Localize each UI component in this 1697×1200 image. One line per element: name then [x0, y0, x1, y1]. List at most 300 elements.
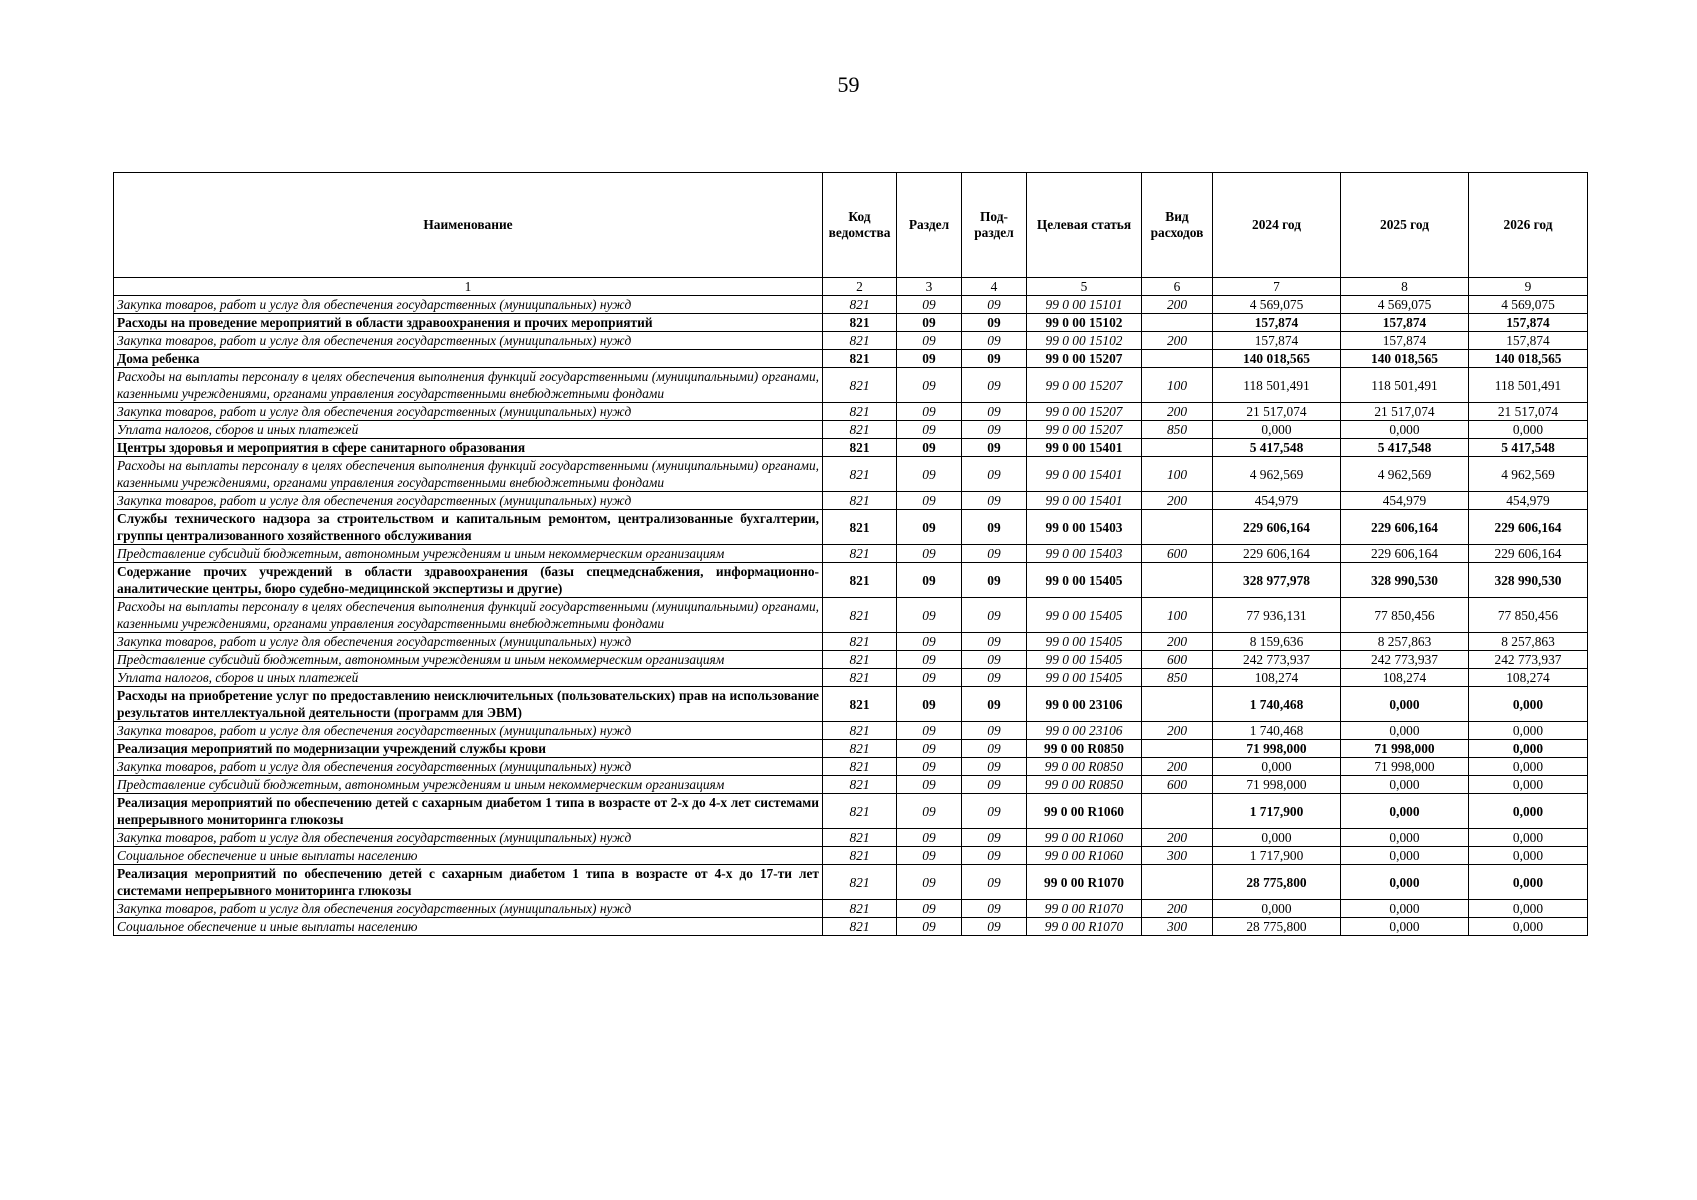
row-expense-type: 200: [1142, 492, 1213, 510]
row-amount-2024: 4 569,075: [1213, 296, 1341, 314]
table-section-row: [114, 314, 1588, 332]
row-dept-code: 821: [823, 687, 897, 722]
table-row: [114, 847, 1588, 865]
row-expense-type: 200: [1142, 758, 1213, 776]
row-amount-2024: 28 775,800: [1213, 918, 1341, 936]
row-expense-type: [1142, 865, 1213, 900]
row-dept-code: 821: [823, 847, 897, 865]
row-amount-2025: 5 417,548: [1341, 439, 1469, 457]
row-amount-2026: 21 517,074: [1469, 403, 1588, 421]
row-subsection: 09: [962, 296, 1027, 314]
row-target-article: 99 0 00 15403: [1027, 510, 1142, 545]
row-subsection: 09: [962, 687, 1027, 722]
row-target-article: 99 0 00 15207: [1027, 350, 1142, 368]
row-amount-2025: 0,000: [1341, 794, 1469, 829]
row-name: Расходы на выплаты персоналу в целях обеспечения выполнения функций государственными (муниципальными) органами, казенными учреждениями, органами управления государственными внебюджетными фондами: [114, 598, 823, 633]
row-amount-2026: 8 257,863: [1469, 633, 1588, 651]
row-section: 09: [897, 669, 962, 687]
row-section: 09: [897, 598, 962, 633]
table-section-row: [114, 563, 1588, 598]
row-target-article: 99 0 00 15101: [1027, 296, 1142, 314]
row-amount-2024: 0,000: [1213, 900, 1341, 918]
row-subsection: 09: [962, 669, 1027, 687]
row-name: Уплата налогов, сборов и иных платежей: [114, 421, 823, 439]
column-number: 3: [897, 278, 962, 296]
row-name: Социальное обеспечение и иные выплаты населению: [114, 847, 823, 865]
row-expense-type: 100: [1142, 368, 1213, 403]
row-target-article: 99 0 00 R0850: [1027, 776, 1142, 794]
row-amount-2024: 0,000: [1213, 829, 1341, 847]
row-amount-2025: 0,000: [1341, 776, 1469, 794]
row-dept-code: 821: [823, 669, 897, 687]
row-expense-type: 200: [1142, 829, 1213, 847]
row-amount-2024: 4 962,569: [1213, 457, 1341, 492]
row-subsection: 09: [962, 794, 1027, 829]
row-expense-type: 300: [1142, 918, 1213, 936]
row-name: Социальное обеспечение и иные выплаты населению: [114, 918, 823, 936]
header-subsection: Под-раздел: [962, 173, 1027, 278]
row-amount-2026: 242 773,937: [1469, 651, 1588, 669]
header-section: Раздел: [897, 173, 962, 278]
row-name: Представление субсидий бюджетным, автономным учреждениям и иным некоммерческим организациям: [114, 776, 823, 794]
row-section: 09: [897, 776, 962, 794]
row-amount-2024: 71 998,000: [1213, 776, 1341, 794]
row-amount-2024: 157,874: [1213, 314, 1341, 332]
row-amount-2026: 229 606,164: [1469, 510, 1588, 545]
table-row: [114, 900, 1588, 918]
row-amount-2025: 0,000: [1341, 900, 1469, 918]
row-amount-2026: 157,874: [1469, 314, 1588, 332]
column-number-row: [114, 278, 1588, 296]
row-target-article: 99 0 00 R0850: [1027, 740, 1142, 758]
table-section-row: [114, 350, 1588, 368]
row-expense-type: 200: [1142, 900, 1213, 918]
row-expense-type: 300: [1142, 847, 1213, 865]
row-section: 09: [897, 847, 962, 865]
table-section-row: [114, 510, 1588, 545]
row-subsection: 09: [962, 651, 1027, 669]
row-section: 09: [897, 651, 962, 669]
table-row: [114, 403, 1588, 421]
row-target-article: 99 0 00 R1060: [1027, 829, 1142, 847]
row-expense-type: [1142, 314, 1213, 332]
table-row: [114, 669, 1588, 687]
row-name: Дома ребенка: [114, 350, 823, 368]
row-amount-2026: 0,000: [1469, 847, 1588, 865]
row-amount-2024: 5 417,548: [1213, 439, 1341, 457]
row-dept-code: 821: [823, 633, 897, 651]
column-number: 9: [1469, 278, 1588, 296]
row-amount-2024: 1 717,900: [1213, 794, 1341, 829]
row-name: Расходы на выплаты персоналу в целях обеспечения выполнения функций государственными (муниципальными) органами, казенными учреждениями, органами управления государственными внебюджетными фондами: [114, 368, 823, 403]
table-row: [114, 545, 1588, 563]
row-section: 09: [897, 332, 962, 350]
row-name: Закупка товаров, работ и услуг для обеспечения государственных (муниципальных) нужд: [114, 829, 823, 847]
row-dept-code: 821: [823, 332, 897, 350]
row-name: Закупка товаров, работ и услуг для обеспечения государственных (муниципальных) нужд: [114, 722, 823, 740]
row-dept-code: 821: [823, 296, 897, 314]
row-name: Службы технического надзора за строительством и капитальным ремонтом, централизованные бухгалтерии, группы централизованного хозяйственного обслуживания: [114, 510, 823, 545]
row-subsection: 09: [962, 368, 1027, 403]
row-subsection: 09: [962, 633, 1027, 651]
row-dept-code: 821: [823, 403, 897, 421]
row-subsection: 09: [962, 847, 1027, 865]
row-target-article: 99 0 00 15405: [1027, 598, 1142, 633]
row-amount-2025: 328 990,530: [1341, 563, 1469, 598]
row-amount-2026: 157,874: [1469, 332, 1588, 350]
table-row: [114, 776, 1588, 794]
row-expense-type: 850: [1142, 421, 1213, 439]
row-amount-2025: 108,274: [1341, 669, 1469, 687]
row-name: Закупка товаров, работ и услуг для обеспечения государственных (муниципальных) нужд: [114, 332, 823, 350]
row-name: Закупка товаров, работ и услуг для обеспечения государственных (муниципальных) нужд: [114, 758, 823, 776]
row-amount-2024: 1 717,900: [1213, 847, 1341, 865]
table-section-row: [114, 439, 1588, 457]
row-expense-type: 200: [1142, 722, 1213, 740]
row-amount-2025: 8 257,863: [1341, 633, 1469, 651]
row-expense-type: [1142, 794, 1213, 829]
row-name: Представление субсидий бюджетным, автономным учреждениям и иным некоммерческим организациям: [114, 651, 823, 669]
row-expense-type: 100: [1142, 457, 1213, 492]
column-number: 5: [1027, 278, 1142, 296]
row-name: Расходы на приобретение услуг по предоставлению неисключительных (пользовательских) прав на использование результатов интеллектуальной деятельности (программ для ЭВМ): [114, 687, 823, 722]
row-dept-code: 821: [823, 563, 897, 598]
row-dept-code: 821: [823, 740, 897, 758]
row-subsection: 09: [962, 545, 1027, 563]
row-expense-type: 200: [1142, 296, 1213, 314]
row-section: 09: [897, 492, 962, 510]
row-amount-2024: 0,000: [1213, 421, 1341, 439]
row-amount-2025: 157,874: [1341, 314, 1469, 332]
table-section-row: [114, 740, 1588, 758]
row-name: Расходы на выплаты персоналу в целях обеспечения выполнения функций государственными (муниципальными) органами, казенными учреждениями, органами управления государственными внебюджетными фондами: [114, 457, 823, 492]
row-amount-2024: 28 775,800: [1213, 865, 1341, 900]
row-amount-2024: 242 773,937: [1213, 651, 1341, 669]
row-name: Закупка товаров, работ и услуг для обеспечения государственных (муниципальных) нужд: [114, 492, 823, 510]
row-dept-code: 821: [823, 545, 897, 563]
row-dept-code: 821: [823, 651, 897, 669]
row-subsection: 09: [962, 776, 1027, 794]
row-amount-2026: 4 962,569: [1469, 457, 1588, 492]
row-section: 09: [897, 829, 962, 847]
row-subsection: 09: [962, 421, 1027, 439]
row-section: 09: [897, 314, 962, 332]
row-name: Реализация мероприятий по обеспечению детей с сахарным диабетом 1 типа в возрасте от 2-х до 4-х лет системами непрерывного мониторинга глюкозы: [114, 794, 823, 829]
row-dept-code: 821: [823, 776, 897, 794]
row-subsection: 09: [962, 563, 1027, 598]
row-dept-code: 821: [823, 918, 897, 936]
row-amount-2025: 0,000: [1341, 847, 1469, 865]
row-target-article: 99 0 00 23106: [1027, 687, 1142, 722]
row-amount-2025: 0,000: [1341, 829, 1469, 847]
row-section: 09: [897, 740, 962, 758]
table-row: [114, 722, 1588, 740]
row-section: 09: [897, 563, 962, 598]
row-dept-code: 821: [823, 758, 897, 776]
row-target-article: 99 0 00 R1070: [1027, 900, 1142, 918]
row-name: Уплата налогов, сборов и иных платежей: [114, 669, 823, 687]
row-amount-2026: 229 606,164: [1469, 545, 1588, 563]
row-amount-2024: 229 606,164: [1213, 545, 1341, 563]
row-section: 09: [897, 865, 962, 900]
row-expense-type: 600: [1142, 545, 1213, 563]
column-number: 6: [1142, 278, 1213, 296]
row-amount-2025: 4 962,569: [1341, 457, 1469, 492]
table-row: [114, 651, 1588, 669]
row-amount-2026: 0,000: [1469, 829, 1588, 847]
row-dept-code: 821: [823, 368, 897, 403]
row-target-article: 99 0 00 15401: [1027, 492, 1142, 510]
row-amount-2026: 0,000: [1469, 900, 1588, 918]
header-year-2025: 2025 год: [1341, 173, 1469, 278]
table-row: [114, 829, 1588, 847]
row-target-article: 99 0 00 15401: [1027, 457, 1142, 492]
row-target-article: 99 0 00 15405: [1027, 563, 1142, 598]
row-target-article: 99 0 00 15207: [1027, 403, 1142, 421]
row-name: Закупка товаров, работ и услуг для обеспечения государственных (муниципальных) нужд: [114, 296, 823, 314]
row-amount-2026: 454,979: [1469, 492, 1588, 510]
row-amount-2026: 118 501,491: [1469, 368, 1588, 403]
row-amount-2025: 4 569,075: [1341, 296, 1469, 314]
row-section: 09: [897, 368, 962, 403]
row-amount-2025: 454,979: [1341, 492, 1469, 510]
row-amount-2025: 21 517,074: [1341, 403, 1469, 421]
row-subsection: 09: [962, 350, 1027, 368]
column-number: 2: [823, 278, 897, 296]
row-name: Реализация мероприятий по обеспечению детей с сахарным диабетом 1 типа в возрасте от 4-х до 17-ти лет системами непрерывного мониторинга глюкозы: [114, 865, 823, 900]
row-dept-code: 821: [823, 457, 897, 492]
row-name: Центры здоровья и мероприятия в сфере санитарного образования: [114, 439, 823, 457]
row-amount-2025: 157,874: [1341, 332, 1469, 350]
row-target-article: 99 0 00 15405: [1027, 633, 1142, 651]
row-amount-2024: 118 501,491: [1213, 368, 1341, 403]
row-subsection: 09: [962, 758, 1027, 776]
row-target-article: 99 0 00 R1070: [1027, 918, 1142, 936]
row-amount-2026: 0,000: [1469, 421, 1588, 439]
row-target-article: 99 0 00 15102: [1027, 314, 1142, 332]
row-dept-code: 821: [823, 510, 897, 545]
row-name: Представление субсидий бюджетным, автономным учреждениям и иным некоммерческим организациям: [114, 545, 823, 563]
row-section: 09: [897, 900, 962, 918]
row-expense-type: [1142, 740, 1213, 758]
row-target-article: 99 0 00 R1070: [1027, 865, 1142, 900]
row-amount-2024: 1 740,468: [1213, 722, 1341, 740]
table-row: [114, 492, 1588, 510]
row-amount-2024: 454,979: [1213, 492, 1341, 510]
row-section: 09: [897, 545, 962, 563]
row-name: Содержание прочих учреждений в области здравоохранения (базы спецмедснабжения, информационно-аналитические центры, бюро судебно-медицинской экспертизы и другие): [114, 563, 823, 598]
row-amount-2025: 0,000: [1341, 687, 1469, 722]
row-subsection: 09: [962, 900, 1027, 918]
row-amount-2025: 0,000: [1341, 865, 1469, 900]
row-amount-2026: 0,000: [1469, 687, 1588, 722]
row-section: 09: [897, 918, 962, 936]
row-target-article: 99 0 00 R1060: [1027, 847, 1142, 865]
header-target-article: Целевая статья: [1027, 173, 1142, 278]
row-section: 09: [897, 403, 962, 421]
row-amount-2025: 242 773,937: [1341, 651, 1469, 669]
header-row: [114, 173, 1588, 278]
row-amount-2024: 71 998,000: [1213, 740, 1341, 758]
row-section: 09: [897, 758, 962, 776]
table-row: [114, 598, 1588, 633]
row-amount-2025: 71 998,000: [1341, 758, 1469, 776]
row-name: Закупка товаров, работ и услуг для обеспечения государственных (муниципальных) нужд: [114, 900, 823, 918]
row-subsection: 09: [962, 829, 1027, 847]
row-amount-2026: 0,000: [1469, 722, 1588, 740]
row-target-article: 99 0 00 R1060: [1027, 794, 1142, 829]
table-section-row: [114, 865, 1588, 900]
row-dept-code: 821: [823, 722, 897, 740]
row-subsection: 09: [962, 740, 1027, 758]
row-dept-code: 821: [823, 421, 897, 439]
row-section: 09: [897, 421, 962, 439]
row-expense-type: 200: [1142, 633, 1213, 651]
header-dept-code: Код ведомства: [823, 173, 897, 278]
table-row: [114, 296, 1588, 314]
header-expense-type: Вид расходов: [1142, 173, 1213, 278]
table-row: [114, 918, 1588, 936]
row-amount-2024: 0,000: [1213, 758, 1341, 776]
row-expense-type: [1142, 687, 1213, 722]
row-subsection: 09: [962, 314, 1027, 332]
table-row: [114, 421, 1588, 439]
row-expense-type: [1142, 439, 1213, 457]
row-amount-2024: 77 936,131: [1213, 598, 1341, 633]
row-subsection: 09: [962, 439, 1027, 457]
row-name: Закупка товаров, работ и услуг для обеспечения государственных (муниципальных) нужд: [114, 403, 823, 421]
row-amount-2026: 4 569,075: [1469, 296, 1588, 314]
row-amount-2026: 5 417,548: [1469, 439, 1588, 457]
row-expense-type: 200: [1142, 403, 1213, 421]
row-section: 09: [897, 457, 962, 492]
row-amount-2025: 0,000: [1341, 918, 1469, 936]
row-expense-type: 100: [1142, 598, 1213, 633]
table-row: [114, 368, 1588, 403]
row-amount-2025: 0,000: [1341, 722, 1469, 740]
row-amount-2026: 0,000: [1469, 776, 1588, 794]
row-amount-2025: 229 606,164: [1341, 510, 1469, 545]
row-amount-2026: 328 990,530: [1469, 563, 1588, 598]
row-expense-type: [1142, 350, 1213, 368]
table-section-row: [114, 794, 1588, 829]
row-target-article: 99 0 00 R0850: [1027, 758, 1142, 776]
row-amount-2026: 0,000: [1469, 865, 1588, 900]
row-section: 09: [897, 794, 962, 829]
row-name: Реализация мероприятий по модернизации учреждений службы крови: [114, 740, 823, 758]
row-amount-2026: 108,274: [1469, 669, 1588, 687]
row-amount-2024: 1 740,468: [1213, 687, 1341, 722]
row-target-article: 99 0 00 15405: [1027, 651, 1142, 669]
row-amount-2025: 229 606,164: [1341, 545, 1469, 563]
row-dept-code: 821: [823, 900, 897, 918]
column-number: 7: [1213, 278, 1341, 296]
row-name: Расходы на проведение мероприятий в области здравоохранения и прочих мероприятий: [114, 314, 823, 332]
row-amount-2026: 0,000: [1469, 918, 1588, 936]
row-target-article: 99 0 00 15207: [1027, 368, 1142, 403]
row-target-article: 99 0 00 15102: [1027, 332, 1142, 350]
row-expense-type: 850: [1142, 669, 1213, 687]
row-amount-2026: 0,000: [1469, 758, 1588, 776]
row-section: 09: [897, 687, 962, 722]
table-row: [114, 758, 1588, 776]
row-target-article: 99 0 00 15403: [1027, 545, 1142, 563]
row-expense-type: [1142, 563, 1213, 598]
row-dept-code: 821: [823, 829, 897, 847]
row-dept-code: 821: [823, 314, 897, 332]
header-name: Наименование: [114, 173, 823, 278]
row-dept-code: 821: [823, 492, 897, 510]
row-target-article: 99 0 00 23106: [1027, 722, 1142, 740]
table-row: [114, 332, 1588, 350]
row-section: 09: [897, 722, 962, 740]
budget-table: [113, 172, 1588, 936]
row-expense-type: 200: [1142, 332, 1213, 350]
row-amount-2024: 108,274: [1213, 669, 1341, 687]
row-subsection: 09: [962, 457, 1027, 492]
row-dept-code: 821: [823, 598, 897, 633]
row-expense-type: [1142, 510, 1213, 545]
row-amount-2024: 8 159,636: [1213, 633, 1341, 651]
row-subsection: 09: [962, 492, 1027, 510]
row-amount-2025: 140 018,565: [1341, 350, 1469, 368]
row-amount-2025: 71 998,000: [1341, 740, 1469, 758]
table-row: [114, 457, 1588, 492]
column-number: 8: [1341, 278, 1469, 296]
column-number: 1: [114, 278, 823, 296]
row-amount-2024: 157,874: [1213, 332, 1341, 350]
row-amount-2024: 229 606,164: [1213, 510, 1341, 545]
row-amount-2025: 0,000: [1341, 421, 1469, 439]
row-dept-code: 821: [823, 439, 897, 457]
row-target-article: 99 0 00 15401: [1027, 439, 1142, 457]
row-subsection: 09: [962, 722, 1027, 740]
row-amount-2024: 21 517,074: [1213, 403, 1341, 421]
row-expense-type: 600: [1142, 776, 1213, 794]
header-year-2026: 2026 год: [1469, 173, 1588, 278]
column-number: 4: [962, 278, 1027, 296]
row-amount-2025: 77 850,456: [1341, 598, 1469, 633]
row-dept-code: 821: [823, 865, 897, 900]
row-amount-2026: 77 850,456: [1469, 598, 1588, 633]
row-section: 09: [897, 350, 962, 368]
row-amount-2026: 140 018,565: [1469, 350, 1588, 368]
row-subsection: 09: [962, 598, 1027, 633]
row-amount-2024: 140 018,565: [1213, 350, 1341, 368]
table-section-row: [114, 687, 1588, 722]
row-section: 09: [897, 439, 962, 457]
row-section: 09: [897, 296, 962, 314]
row-expense-type: 600: [1142, 651, 1213, 669]
row-name: Закупка товаров, работ и услуг для обеспечения государственных (муниципальных) нужд: [114, 633, 823, 651]
row-target-article: 99 0 00 15207: [1027, 421, 1142, 439]
row-subsection: 09: [962, 403, 1027, 421]
page-number: 59: [837, 72, 860, 97]
row-amount-2024: 328 977,978: [1213, 563, 1341, 598]
row-amount-2026: 0,000: [1469, 794, 1588, 829]
row-subsection: 09: [962, 332, 1027, 350]
row-section: 09: [897, 510, 962, 545]
row-subsection: 09: [962, 865, 1027, 900]
row-subsection: 09: [962, 918, 1027, 936]
row-subsection: 09: [962, 510, 1027, 545]
row-amount-2026: 0,000: [1469, 740, 1588, 758]
row-amount-2025: 118 501,491: [1341, 368, 1469, 403]
table-row: [114, 633, 1588, 651]
row-target-article: 99 0 00 15405: [1027, 669, 1142, 687]
row-dept-code: 821: [823, 350, 897, 368]
row-section: 09: [897, 633, 962, 651]
